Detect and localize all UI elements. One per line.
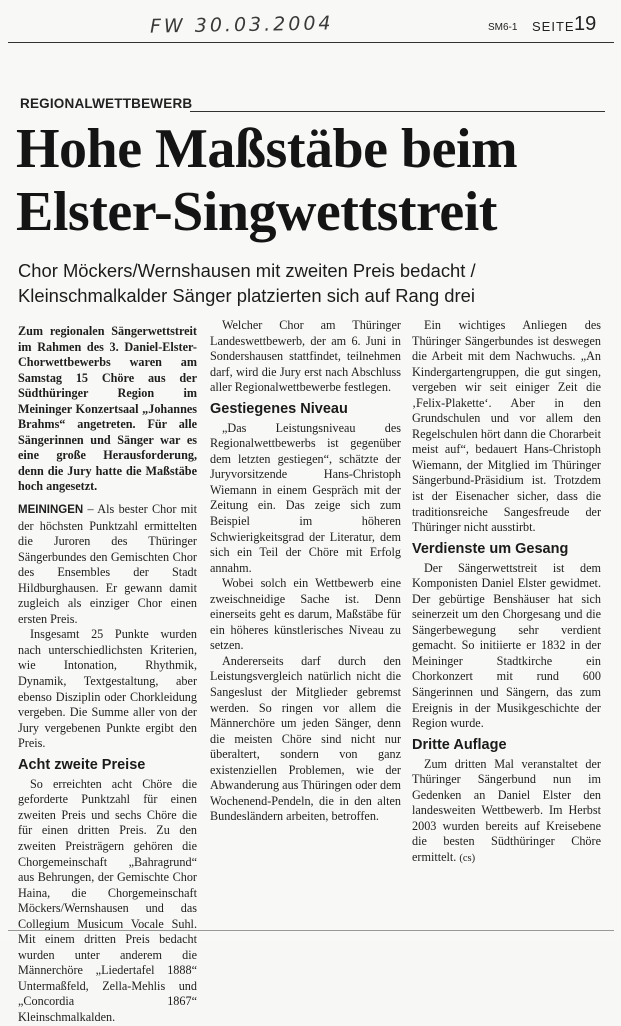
page-label: SEITE (532, 19, 575, 34)
paragraph-8: Ein wichtiges Anliegen des Thüringer Sängerbundes ist deswegen die Arbeit mit dem Nachwuchs. „An Kindergartengruppen, die gut singen, vergeben wir seit einiger Zeit die ‚Felix-Plakette‘. Aber in den Grundschulen und vor allem den Regelschulen hört dann die Chorarbeit meist auf“, bedauert Hans-Christoph Wiemann, der Mitglied im Thüringer Sängerbund-Präsidium ist. Trotzdem ist der Eisenacher sicher, dass die traditionsreiche Sangesfreude der Thüringer nicht ausstirbt. (412, 318, 601, 535)
paragraph-10-text: Zum dritten Mal veranstaltet der Thüringer Sängerbund nun im Gedenken an Daniel Elster den landesweiten Wettbewerb. Im Herbst 2003 wurden bereits auf Kreisebene die besten Südthüringer Chöre ermittelt. (412, 756, 601, 864)
paragraph-4: Welcher Chor am Thüringer Landeswettbewerb, der am 6. Juni in Sondershausen stattfindet, teilnehmen darf, wird die Jury erst nach Abschluss aller Regionalwettbewerbe festlegen. (210, 318, 401, 395)
subheading-dritte-auflage: Dritte Auflage (412, 736, 507, 753)
article-lead: Zum regionalen Sängerwettstreit im Rahmen des 3. Daniel-Elster-Chorwettbewerbs waren am Samstag 15 Chöre aus der Südthüringer Region im Meininger Konzertsaal „Johannes Brahms“ angetreten. Für alle Sängerinnen und Sänger war es eine große Herausforderung, denn die Jury hatte die Maßstäbe hoch angesetzt. (18, 324, 197, 494)
page-number: 19 (574, 13, 597, 35)
paragraph-1-text: – Als bester Chor mit der höchsten Punktzahl ermittelten die Juroren des Thüringer Sängerbundes den Gemischten Chor des Ensembles der Stadt Hildburghausen. Er gewann damit zugleich als einziger Chor einen ersten Preis. (18, 502, 197, 626)
article-column-1 (18, 324, 197, 1026)
article-column-2 (210, 318, 401, 825)
subhead-line-1: Chor Möckers/Wernshausen mit zweiten Preis bedacht / (18, 260, 476, 281)
paragraph-1 (18, 502, 197, 627)
paragraph-3: So erreichten acht Chöre die geforderte Punktzahl für einen zweiten Preis und sechs Chöre die für einen dritten Preis. Zu den zweiten Preisträgern gehören die Chorgemeinschaft „Bahragrund“ aus Behrungen, der Gemischte Chor Haina, die Chorgemeinschaft Möckers/Wernshausen und das Collegium Musicum Vocale Suhl. Mit einem dritten Preis bedacht wurden unter anderem die Männerchöre „Liedertafel 1888“ Untermaßfeld, Zella-Mehlis und „Concordia 1867“ Kleinschmalkalden. (18, 776, 197, 1024)
article-subheadline (18, 258, 618, 308)
bottom-edge (8, 930, 614, 931)
edition-code: SM6-1 (488, 22, 518, 33)
subheading-verdienste-um-gesang: Verdienste um Gesang (412, 540, 569, 557)
article-kicker: REGIONALWETTBEWERB (20, 96, 193, 111)
headline-line-1: Hohe Maßstäbe beim (16, 118, 518, 180)
paragraph-6: Wobei solch ein Wettbewerb eine zweischneidige Sache ist. Denn einerseits geht es darum, Maßstäbe für ein höheres künstlerisches Niveau zu setzen. (210, 576, 401, 653)
subheading-acht-zweite-preise: Acht zweite Preise (18, 756, 146, 773)
paragraph-7: Andererseits darf durch den Leistungsvergleich natürlich nicht die Sangeslust der Mitglieder gebremst werden. So ringen vor allem die Männerchöre um jeden Sänger, denn die meisten Chöre sind nicht nur überaltert, sondern von ganz existenziellen Problemen, wie der Abwanderung aus Thüringen oder dem Wochenend-Pendeln, die in den alten Bundesländern arbeiten, betroffen. (210, 653, 401, 824)
paragraph-2: Insgesamt 25 Punkte wurden nach unterschiedlichsten Kriterien, wie Intonation, Rhythmik, Dynamik, Textgestaltung, aber ebenso Disziplin oder Chorkleidung vergeben. Die Summe aller von der Jury vergebenen Punkte ergibt den Preis. (18, 627, 197, 751)
article-headline (16, 118, 616, 244)
headline-line-2: Elster-Singwettstreit (16, 181, 497, 243)
paragraph-10 (412, 757, 601, 867)
paragraph-5: „Das Leistungsniveau des Regionalwettbewerbs ist gegenüber dem letzten gestiegen“, schätzte der Juryvorsitzende Hans-Christoph Wiemann in einem Gespräch mit der Zeitung ein. Das zeige sich zum Beispiel im höheren Schwierigkeitsgrad der Literatur, dem sich ein Teil der Chöre mit Erfolg annahm. (210, 420, 401, 575)
subhead-line-2: Kleinschmalkalder Sänger platzierten sich auf Rang drei (18, 285, 475, 306)
kicker-rule (190, 111, 605, 112)
author-signature: (cs) (459, 852, 476, 864)
paragraph-9: Der Sängerwettstreit ist dem Komponisten Daniel Elster gewidmet. Der gebürtige Benshäuser hat sich seinerzeit um den Chorgesang und die Sängerbewegung sehr verdient gemacht. So initiierte er 1832 in der Meininger Stadtkirche ein Chorkonzert mit rund 600 Sängerinnen und Sängern, das zum Ereignis in der Musikgeschichte der Region wurde. (412, 560, 601, 731)
subheading-gestiegenes-niveau: Gestiegenes Niveau (210, 400, 348, 417)
dateline: MEININGEN (18, 504, 84, 517)
handwritten-date-note: FW 30.03.2004 (149, 12, 334, 38)
header-rule (8, 42, 614, 43)
article-column-3 (412, 318, 601, 867)
